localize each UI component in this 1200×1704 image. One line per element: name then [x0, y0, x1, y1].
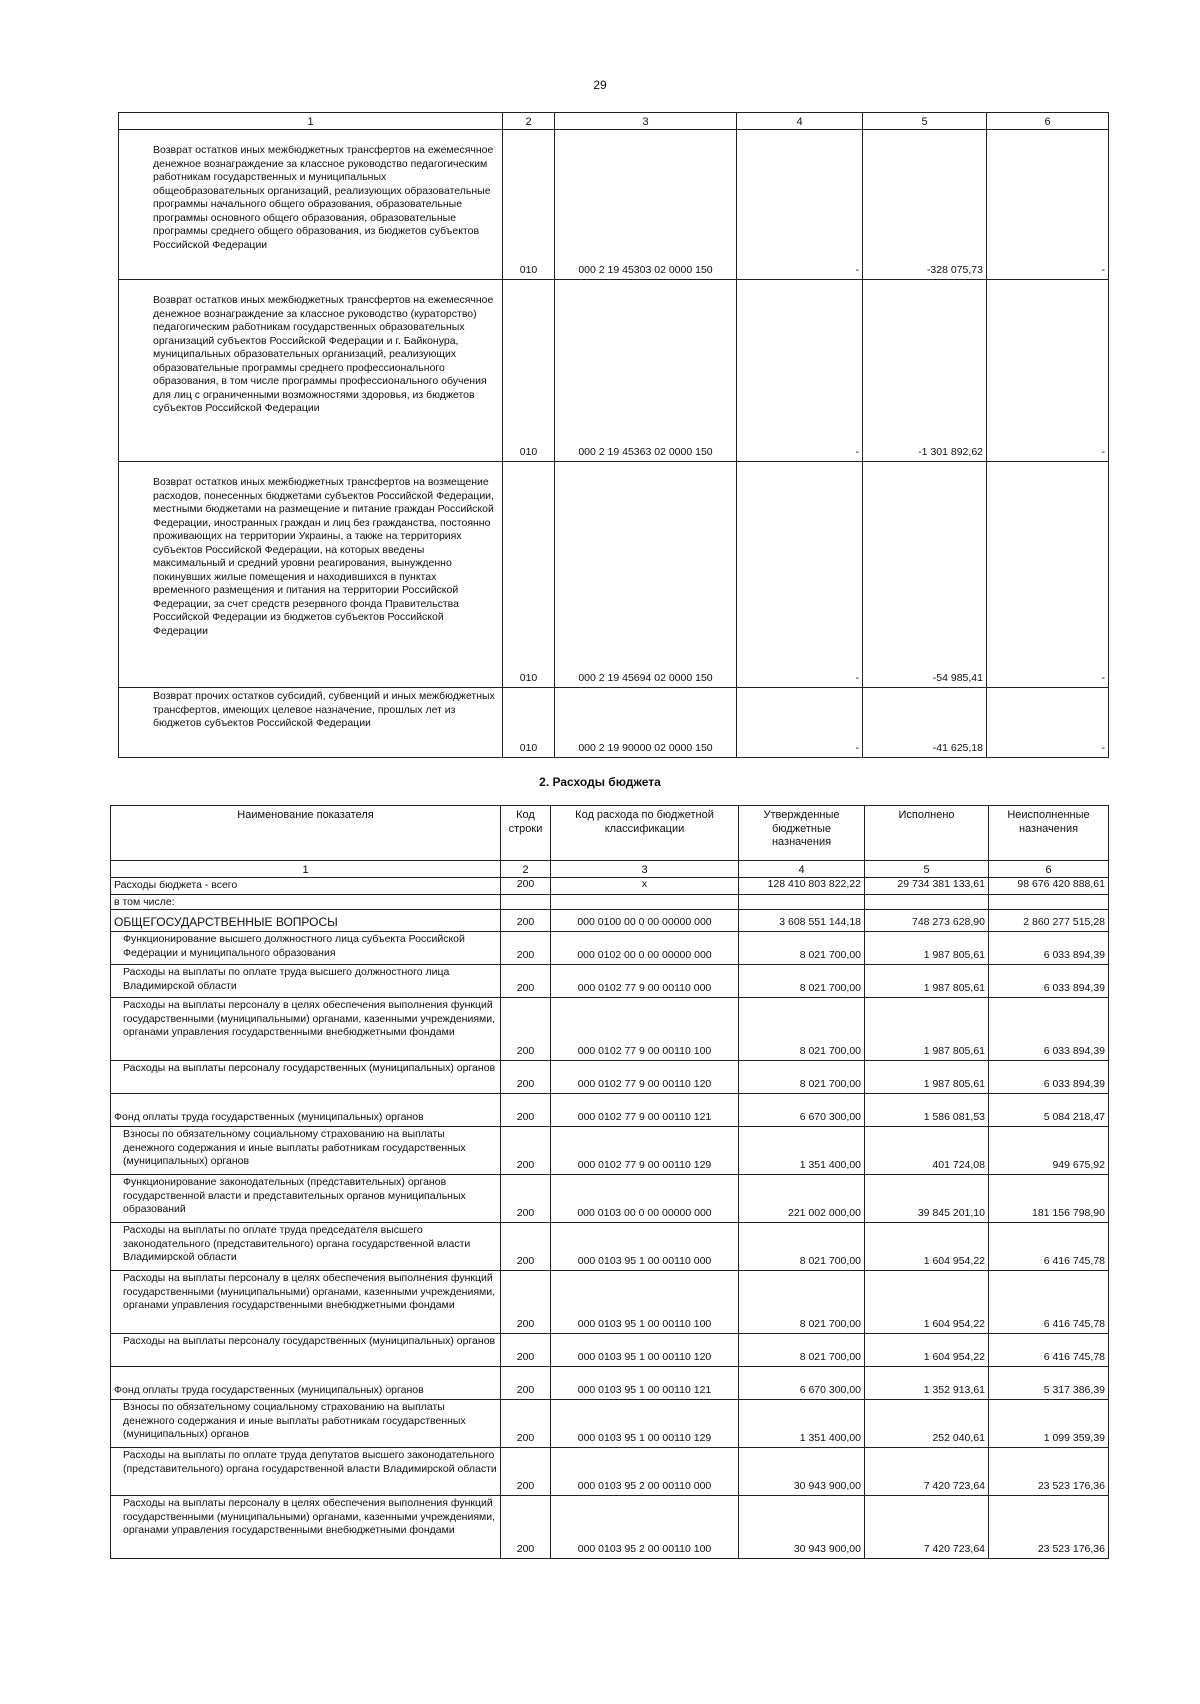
table-row	[111, 998, 1109, 1061]
col-number: 2	[501, 861, 551, 878]
row-executed: -54 985,41	[863, 462, 987, 688]
row-executed: 7 420 723,64	[865, 1448, 989, 1496]
row-unexecuted: 6 033 894,39	[989, 965, 1109, 998]
table-row	[111, 1061, 1109, 1094]
expenditures-table	[110, 805, 1109, 1559]
row-class-code: 000 2 19 45363 02 0000 150	[555, 280, 737, 462]
header-approved: Утвержденные бюджетные назначения	[739, 806, 865, 861]
row-approved	[739, 894, 865, 910]
row-approved: 30 943 900,00	[739, 1496, 865, 1559]
row-unexecuted: 949 675,92	[989, 1127, 1109, 1175]
row-executed: 39 845 201,10	[865, 1175, 989, 1223]
col-number: 5	[865, 861, 989, 878]
table-row	[111, 1271, 1109, 1334]
row-unexecuted: 2 860 277 515,28	[989, 910, 1109, 932]
row-class-code: 000 0103 95 1 00 00110 100	[551, 1271, 739, 1334]
row-line-code	[501, 894, 551, 910]
column-number-row	[111, 861, 1109, 878]
row-executed: 29 734 381 133,61	[865, 878, 989, 895]
row-line-code: 200	[501, 1223, 551, 1271]
row-unexecuted: 6 033 894,39	[989, 998, 1109, 1061]
col-number: 6	[989, 861, 1109, 878]
table-row	[111, 1400, 1109, 1448]
row-name: Расходы бюджета - всего	[111, 878, 501, 895]
row-unexecuted: 181 156 798,90	[989, 1175, 1109, 1223]
row-approved: 30 943 900,00	[739, 1448, 865, 1496]
row-approved: -	[737, 130, 863, 280]
row-executed: 1 604 954,22	[865, 1334, 989, 1367]
row-approved: -	[737, 462, 863, 688]
row-executed: 748 273 628,90	[865, 910, 989, 932]
col-number: 4	[737, 113, 863, 130]
col-number: 2	[503, 113, 555, 130]
row-line-code: 010	[503, 130, 555, 280]
row-executed: -1 301 892,62	[863, 280, 987, 462]
row-name: Возврат прочих остатков субсидий, субвенций и иных межбюджетных трансфертов, имеющих целевое назначение, прошлых лет из бюджетов субъектов Российской Федерации	[119, 688, 503, 758]
row-executed: 1 352 913,61	[865, 1367, 989, 1400]
row-class-code: 000 0103 95 2 00 00110 000	[551, 1448, 739, 1496]
row-name: Взносы по обязательному социальному страхованию на выплаты денежного содержания и иные выплаты работникам государственных (муниципальных) органов	[111, 1127, 501, 1175]
row-unexecuted: 6 416 745,78	[989, 1223, 1109, 1271]
row-name: Расходы на выплаты по оплате труда председателя высшего законодательного (представительного) органа государственной власти Владимирской области	[111, 1223, 501, 1271]
row-class-code: 000 0103 95 1 00 00110 000	[551, 1223, 739, 1271]
row-name: ОБЩЕГОСУДАРСТВЕННЫЕ ВОПРОСЫ	[111, 910, 501, 932]
row-name: Возврат остатков иных межбюджетных трансфертов на ежемесячное денежное вознаграждение за классное руководство (кураторство) педагогическим работникам государственных образовательных организаций субъектов Российской Федерации и г. Байконура, муниципальных образовательных организаций, реализующих образовательные программы среднего профессионального образования, в том числе программы профессионального обучения для лиц с ограниченными возможностями здоровья, из бюджетов субъектов Российской Федерации	[119, 280, 503, 462]
row-unexecuted: 98 676 420 888,61	[989, 878, 1109, 895]
row-name: Расходы на выплаты персоналу государственных (муниципальных) органов	[111, 1334, 501, 1367]
row-line-code: 200	[501, 1400, 551, 1448]
row-unexecuted: 5 084 218,47	[989, 1094, 1109, 1127]
row-executed: 1 586 081,53	[865, 1094, 989, 1127]
row-name: в том числе:	[111, 894, 501, 910]
table-row	[111, 894, 1109, 910]
row-name: Функционирование высшего должностного лица субъекта Российской Федерации и муниципального образования	[111, 932, 501, 965]
table-row	[111, 1334, 1109, 1367]
table-row	[111, 1223, 1109, 1271]
row-class-code: 000 0102 77 9 00 00110 121	[551, 1094, 739, 1127]
row-approved: 8 021 700,00	[739, 1061, 865, 1094]
row-unexecuted: -	[987, 688, 1109, 758]
table-row	[111, 1367, 1109, 1400]
col-number: 6	[987, 113, 1109, 130]
row-unexecuted: 23 523 176,36	[989, 1448, 1109, 1496]
row-executed: 1 987 805,61	[865, 1061, 989, 1094]
row-executed: -41 625,18	[863, 688, 987, 758]
header-row	[111, 806, 1109, 861]
header-executed: Исполнено	[865, 806, 989, 861]
row-approved: 1 351 400,00	[739, 1127, 865, 1175]
col-number: 1	[119, 113, 503, 130]
row-executed: -328 075,73	[863, 130, 987, 280]
table-row	[111, 878, 1109, 895]
row-name: Функционирование законодательных (представительных) органов государственной власти и представительных органов муниципальных образований	[111, 1175, 501, 1223]
table-row	[119, 688, 1109, 758]
section-title: 2. Расходы бюджета	[539, 775, 661, 789]
row-class-code	[551, 894, 739, 910]
row-approved: 8 021 700,00	[739, 1334, 865, 1367]
row-executed	[865, 894, 989, 910]
row-name: Расходы на выплаты персоналу государственных (муниципальных) органов	[111, 1061, 501, 1094]
table-row	[111, 1127, 1109, 1175]
row-name: Расходы на выплаты персоналу в целях обеспечения выполнения функций государственными (муниципальными) органами, казенными учреждениями, органами управления государственными внебюджетными фондами	[111, 998, 501, 1061]
row-approved: -	[737, 280, 863, 462]
table-row	[111, 1094, 1109, 1127]
header-class-code: Код расхода по бюджетной классификации	[551, 806, 739, 861]
row-line-code: 200	[501, 1175, 551, 1223]
row-name: Возврат остатков иных межбюджетных трансфертов на ежемесячное денежное вознаграждение за классное руководство педагогическим работникам государственных и муниципальных общеобразовательных организаций, реализующих образовательные программы начального общего образования, образовательные программы основного общего образования, образовательные программы среднего общего образования, из бюджетов субъектов Российской Федерации	[119, 130, 503, 280]
column-number-row	[119, 113, 1109, 130]
col-number: 3	[551, 861, 739, 878]
row-executed: 1 987 805,61	[865, 998, 989, 1061]
row-approved: 8 021 700,00	[739, 1271, 865, 1334]
row-line-code: 010	[503, 688, 555, 758]
row-line-code: 010	[503, 280, 555, 462]
row-line-code: 200	[501, 1367, 551, 1400]
row-class-code: 000 2 19 45303 02 0000 150	[555, 130, 737, 280]
row-name: Фонд оплаты труда государственных (муниципальных) органов	[111, 1367, 501, 1400]
row-approved: 8 021 700,00	[739, 998, 865, 1061]
row-executed: 252 040,61	[865, 1400, 989, 1448]
row-approved: 6 670 300,00	[739, 1367, 865, 1400]
row-class-code: 000 0102 77 9 00 00110 100	[551, 998, 739, 1061]
row-line-code: 200	[501, 1127, 551, 1175]
row-line-code: 200	[501, 910, 551, 932]
row-approved: 8 021 700,00	[739, 932, 865, 965]
row-executed: 1 604 954,22	[865, 1271, 989, 1334]
row-name: Расходы на выплаты по оплате труда высшего должностного лица Владимирской области	[111, 965, 501, 998]
row-class-code: 000 0103 95 1 00 00110 121	[551, 1367, 739, 1400]
row-unexecuted: -	[987, 130, 1109, 280]
table-row	[111, 910, 1109, 932]
row-line-code: 200	[501, 998, 551, 1061]
row-class-code: 000 0103 00 0 00 00000 000	[551, 1175, 739, 1223]
row-line-code: 200	[501, 1448, 551, 1496]
row-name: Фонд оплаты труда государственных (муниципальных) органов	[111, 1094, 501, 1127]
row-approved: 8 021 700,00	[739, 1223, 865, 1271]
row-executed: 1 987 805,61	[865, 932, 989, 965]
table-row	[111, 932, 1109, 965]
table-row	[119, 462, 1109, 688]
row-executed: 7 420 723,64	[865, 1496, 989, 1559]
row-unexecuted: 6 416 745,78	[989, 1334, 1109, 1367]
row-approved: 3 608 551 144,18	[739, 910, 865, 932]
row-unexecuted: 1 099 359,39	[989, 1400, 1109, 1448]
table-row	[111, 1448, 1109, 1496]
row-unexecuted: -	[987, 462, 1109, 688]
row-line-code: 200	[501, 1094, 551, 1127]
col-number: 5	[863, 113, 987, 130]
row-approved: 8 021 700,00	[739, 965, 865, 998]
returns-table	[118, 112, 1109, 758]
row-name: Расходы на выплаты персоналу в целях обеспечения выполнения функций государственными (муниципальными) органами, казенными учреждениями, органами управления государственными внебюджетными фондами	[111, 1496, 501, 1559]
row-executed: 1 604 954,22	[865, 1223, 989, 1271]
row-unexecuted: 6 033 894,39	[989, 1061, 1109, 1094]
row-class-code: 000 0102 77 9 00 00110 129	[551, 1127, 739, 1175]
row-class-code: 000 2 19 45694 02 0000 150	[555, 462, 737, 688]
row-class-code: 000 0102 77 9 00 00110 000	[551, 965, 739, 998]
row-line-code: 010	[503, 462, 555, 688]
row-class-code: 000 0103 95 2 00 00110 100	[551, 1496, 739, 1559]
row-unexecuted: 6 416 745,78	[989, 1271, 1109, 1334]
row-unexecuted: 6 033 894,39	[989, 932, 1109, 965]
table-row	[119, 130, 1109, 280]
col-number: 1	[111, 861, 501, 878]
row-class-code: 000 0103 95 1 00 00110 120	[551, 1334, 739, 1367]
row-approved: -	[737, 688, 863, 758]
row-approved: 6 670 300,00	[739, 1094, 865, 1127]
header-unexecuted: Неисполненные назначения	[989, 806, 1109, 861]
row-unexecuted	[989, 894, 1109, 910]
row-executed: 1 987 805,61	[865, 965, 989, 998]
header-name: Наименование показателя	[111, 806, 501, 861]
row-name: Расходы на выплаты персоналу в целях обеспечения выполнения функций государственными (муниципальными) органами, казенными учреждениями, органами управления государственными внебюджетными фондами	[111, 1271, 501, 1334]
row-executed: 401 724,08	[865, 1127, 989, 1175]
row-class-code: x	[551, 878, 739, 895]
row-approved: 128 410 803 822,22	[739, 878, 865, 895]
row-unexecuted: -	[987, 280, 1109, 462]
row-line-code: 200	[501, 932, 551, 965]
row-name: Возврат остатков иных межбюджетных трансфертов на возмещение расходов, понесенных бюджетами субъектов Российской Федерации, местными бюджетами на размещение и питание граждан Российской Федерации, иностранных граждан и лиц без гражданства, постоянно проживающих на территории Украины, а также на территориях субъектов Российской Федерации, на которых введены максимальный и средний уровни реагирования, вынужденно покинувших жилые помещения и находившихся в пунктах временного размещения и питания на территории Российской Федерации, за счет средств резервного фонда Правительства Российской Федерации из бюджетов субъектов Российской Федерации	[119, 462, 503, 688]
row-unexecuted: 5 317 386,39	[989, 1367, 1109, 1400]
col-number: 3	[555, 113, 737, 130]
row-class-code: 000 0102 00 0 00 00000 000	[551, 932, 739, 965]
row-unexecuted: 23 523 176,36	[989, 1496, 1109, 1559]
row-line-code: 200	[501, 1496, 551, 1559]
row-class-code: 000 0103 95 1 00 00110 129	[551, 1400, 739, 1448]
row-class-code: 000 0102 77 9 00 00110 120	[551, 1061, 739, 1094]
row-class-code: 000 0100 00 0 00 00000 000	[551, 910, 739, 932]
row-line-code: 200	[501, 1061, 551, 1094]
row-approved: 221 002 000,00	[739, 1175, 865, 1223]
row-line-code: 200	[501, 1334, 551, 1367]
row-class-code: 000 2 19 90000 02 0000 150	[555, 688, 737, 758]
row-approved: 1 351 400,00	[739, 1400, 865, 1448]
page-number: 29	[593, 78, 607, 92]
table-row	[111, 1496, 1109, 1559]
row-name: Взносы по обязательному социальному страхованию на выплаты денежного содержания и иные выплаты работникам государственных (муниципальных) органов	[111, 1400, 501, 1448]
row-line-code: 200	[501, 878, 551, 895]
table-row	[111, 1175, 1109, 1223]
table-row	[119, 280, 1109, 462]
row-line-code: 200	[501, 1271, 551, 1334]
row-name: Расходы на выплаты по оплате труда депутатов высшего законодательного (представительного) органа государственной власти Владимирской области	[111, 1448, 501, 1496]
table-row	[111, 965, 1109, 998]
col-number: 4	[739, 861, 865, 878]
header-line-code: Код строки	[501, 806, 551, 861]
row-line-code: 200	[501, 965, 551, 998]
